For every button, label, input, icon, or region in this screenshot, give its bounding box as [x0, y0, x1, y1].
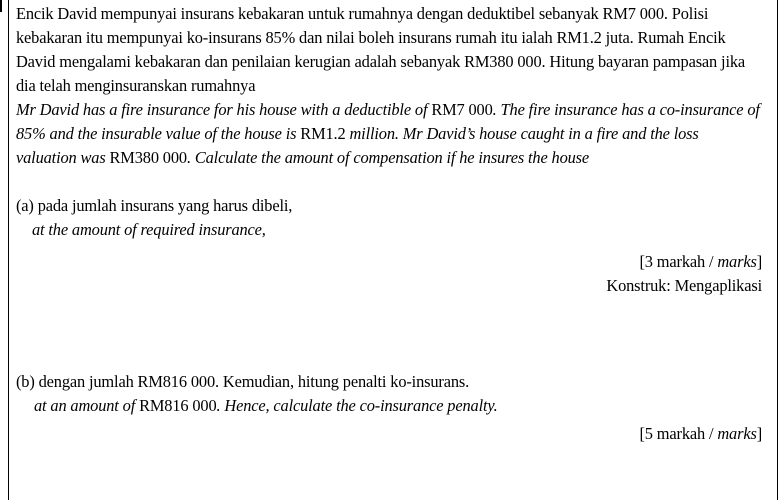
- marks-label-en: marks: [717, 424, 757, 443]
- en-seg: RM816 000: [139, 396, 217, 415]
- part-b-marks: [16, 422, 762, 446]
- en-seg: RM1.2: [300, 124, 346, 143]
- part-a-construct: Konstruk: Mengaplikasi: [606, 276, 762, 295]
- question-malay: Encik David mempunyai insurans kebakaran untuk rumahnya dengan deduktibel sebanyak RM7 000. Polisi kebakaran itu mempunyai ko-insurans 85% dan nilai boleh insurans rumah itu ialah RM1.2 juta. Rumah Encik David mengalami kebakaran dan penilaian kerugian adalah sebanyak RM380 000. Hitung bayaran pampasan jika dia telah menginsuranskan rumahnya: [16, 4, 746, 95]
- marks-bracket: ]: [756, 424, 762, 443]
- en-seg: . Calculate the amount of compensation if he insures the house: [186, 148, 590, 167]
- marks-bracket: ]: [756, 252, 762, 271]
- en-seg: . The fire insurance has a co-insurance of 85% and the insurable value of the house is: [16, 100, 760, 143]
- part-a-english: [16, 218, 762, 242]
- page-edge-line: [0, 0, 2, 12]
- en-seg: RM7 000: [431, 100, 493, 119]
- part-a-english-text: at the amount of required insurance,: [32, 220, 266, 239]
- en-seg: million. Mr David’s house caught in a fire and the loss valuation was: [16, 124, 699, 167]
- part-a-malay: (a) pada jumlah insurans yang harus dibeli,: [16, 196, 293, 215]
- part-b-english: [16, 394, 762, 418]
- marks-label-en: marks: [717, 252, 757, 271]
- question-english: [16, 98, 762, 170]
- en-seg: . Hence, calculate the co-insurance penalty.: [216, 396, 498, 415]
- question-content: [16, 2, 762, 446]
- marks-label: [5 markah /: [639, 424, 718, 443]
- en-seg: RM380 000: [109, 148, 187, 167]
- part-a-marks: [16, 250, 762, 274]
- marks-label: [3 markah /: [639, 252, 718, 271]
- en-seg: at an amount of: [34, 396, 140, 415]
- en-seg: Mr David has a fire insurance for his house with a deductible of: [16, 100, 432, 119]
- part-b-malay: (b) dengan jumlah RM816 000. Kemudian, hitung penalti ko-insurans.: [16, 372, 470, 391]
